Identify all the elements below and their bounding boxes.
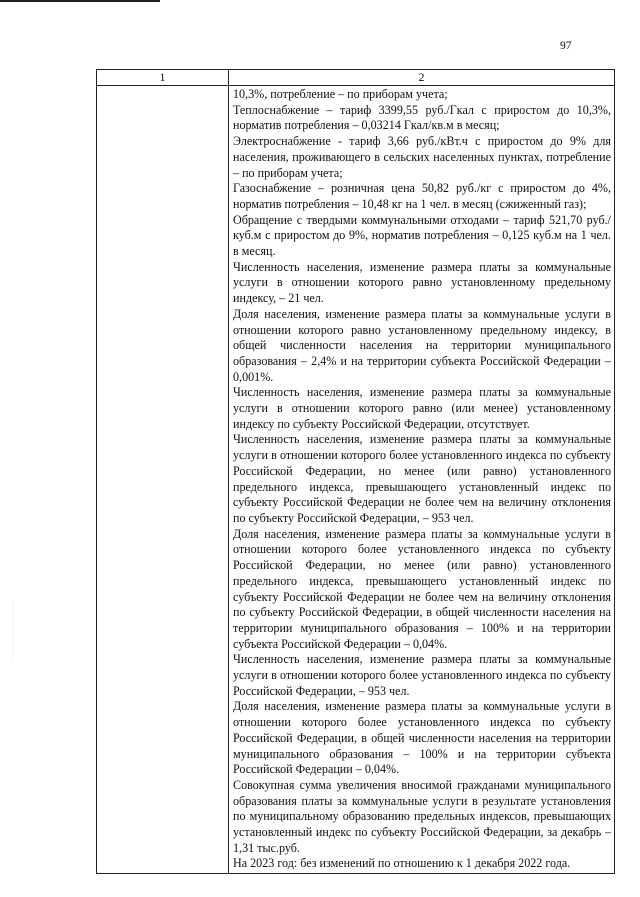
top-rule (0, 0, 160, 2)
paragraph: Численность населения, изменение размера платы за коммунальные услуги в отношении которого более установленного индекса по субъекту Российской Федерации, – 953 чел. (233, 652, 611, 698)
table-row (97, 86, 615, 874)
paragraph: Газоснабжение – розничная цена 50,82 руб./кг с приростом до 4%, норматив потребления – 10,48 кг на 1 чел. в месяц (сжиженный газ); (233, 181, 611, 211)
paragraph: Теплоснабжение – тариф 3399,55 руб./Гкал с приростом до 10,3%, норматив потребления – 0,03214 Гкал/кв.м в месяц; (233, 102, 611, 133)
paragraph: Численность населения, изменение размера платы за коммунальные услуги в отношении которого равно установленному предельному индексу, – 21 чел. (233, 259, 611, 306)
document-table (96, 69, 615, 874)
paragraph: 10,3%, потребление – по приборам учета; (233, 87, 448, 101)
table-header-row (97, 70, 615, 86)
scan-artifact (12, 600, 13, 660)
column-header-1: 1 (97, 70, 229, 86)
empty-cell (97, 86, 229, 874)
page-number: 97 (560, 40, 572, 52)
paragraph: Численность населения, изменение размера платы за коммунальные услуги в отношении которого более установленного индекса по субъекту Российской Федерации, но менее (или равно) установленного предельного индекса, превышающего установленный индекс по субъекту Российской Федерации не более чем на величину отклонения по субъекту Российской Федерации, – 953 чел. (233, 432, 611, 525)
column-header-2: 2 (229, 70, 615, 86)
content-cell (229, 86, 615, 874)
paragraph: Обращение с твердыми коммунальными отходами – тариф 521,70 руб./куб.м с приростом до 9%, норматив потребления – 0,125 куб.м на 1 чел. в месяц. (233, 212, 611, 259)
paragraph: Доля населения, изменение размера платы за коммунальные услуги в отношении которого более установленного индекса по субъекту Российской Федерации, в общей численности населения на территории муниципального образования – 100% и на территории субъекта Российской Федерации – 0,04%. (233, 699, 611, 777)
paragraph: Численность населения, изменение размера платы за коммунальные услуги в отношении которого равно (или менее) установленному индексу по субъекту Российской Федерации, отсутствует. (233, 385, 611, 431)
paragraph: На 2023 год: без изменений по отношению к 1 декабря 2022 года. (233, 856, 571, 871)
paragraph: Доля населения, изменение размера платы за коммунальные услуги в отношении которого равно установленному предельному индексу, в общей численности населения на территории муниципального образования – 2,4% и на территории субъекта Российской Федерации – 0,001%. (233, 306, 611, 384)
paragraph: Доля населения, изменение размера платы за коммунальные услуги в отношении которого более установленного индекса по субъекту Российской Федерации, но менее (или равно) установленного предельного индекса, превышающего установленный индекс по субъекту Российской Федерации не более чем на величину отклонения по субъекту Российской Федерации, в общей численности населения на территории муниципального образования – 100% и на территории субъекта Российской Федерации – 0,04%. (233, 526, 611, 651)
paragraph: Совокупная сумма увеличения вносимой гражданами муниципального образования платы за коммунальные услуги в результате установления по муниципальному образованию предельных индексов, превышающих установленный индекс по субъекту Российской Федерации, за декабрь – 1,31 тыс.руб. (233, 777, 611, 855)
paragraph: Электроснабжение - тариф 3,66 руб./кВт.ч с приростом до 9% для населения, проживающего в сельских населенных пунктах, потребление – по приборам учета; (233, 134, 611, 180)
